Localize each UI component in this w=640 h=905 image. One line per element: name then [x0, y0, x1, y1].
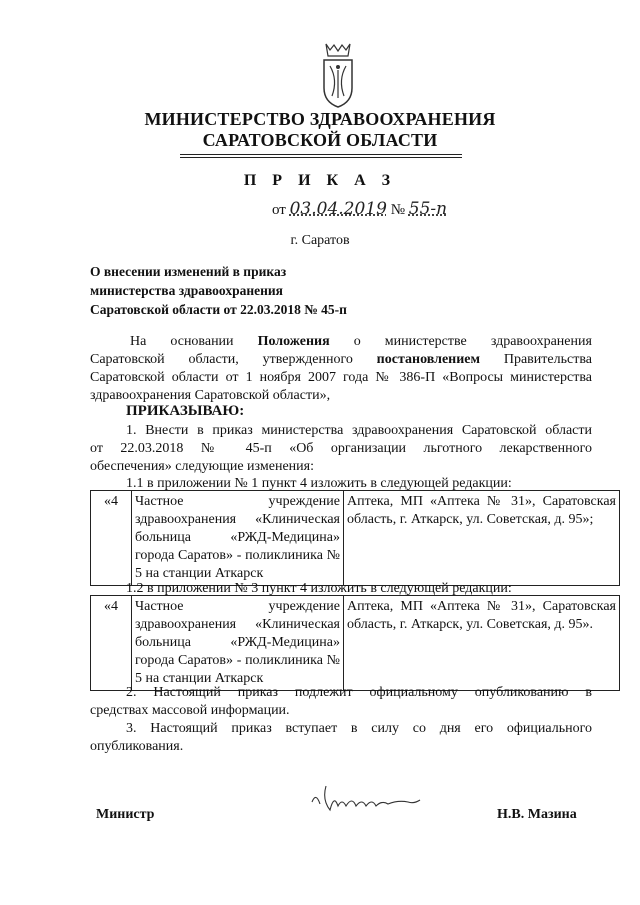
subject-line: О внесении изменений в приказ [90, 264, 287, 279]
item1-line: обеспечения» следующие изменения: [90, 459, 314, 474]
date-number-line [272, 199, 447, 219]
text: о [353, 334, 361, 349]
handwritten-signature [308, 780, 428, 820]
text: здравоохранения [490, 334, 592, 349]
pharmacy-address-cell: Аптека, МП «Аптека № 31», Саратовская область, г. Аткарск, ул. Советская, д. 95». [344, 596, 620, 691]
orders-heading: ПРИКАЗЫВАЮ: [126, 403, 245, 419]
document-type: П Р И К А З [243, 172, 397, 189]
signatory-name: Н.В. Мазина [497, 807, 577, 822]
date-handwritten: 03.04.2019 [289, 199, 387, 219]
table-row [91, 596, 620, 691]
item-number-cell: «4 [91, 491, 132, 586]
pharmacy-address-cell: Аптека, МП «Аптека № 31», Саратовская область, г. Аткарск, ул. Советская, д. 95»; [344, 491, 620, 586]
city: г. Саратов [290, 233, 350, 248]
item3-line: 3. Настоящий приказ вступает в силу со дня его официального [126, 721, 592, 736]
subject-line: министерства здравоохранения [90, 283, 283, 298]
organization-cell: Частное учреждение здравоохранения «Клиническая больница «РЖД-Медицина» города Саратов» - поликлиника № 5 на станции Аткарск [132, 596, 344, 691]
text: основании [170, 334, 234, 349]
amendment-table-1 [90, 490, 620, 586]
preamble-line: здравоохранения Саратовской области», [90, 388, 331, 403]
amendment-table-2 [90, 595, 620, 691]
number-handwritten: 55-п [408, 199, 448, 219]
item-number-cell: «4 [91, 596, 132, 691]
date-prefix: от [272, 202, 286, 218]
text-bold: Положения [257, 334, 330, 349]
coat-of-arms-emblem [318, 40, 358, 110]
item1-line: от 22.03.2018 № 45-п «Об организации льготного лекарственного [90, 441, 592, 456]
preamble-line: Саратовской области от 1 ноября 2007 года № 386-П «Вопросы министерства [90, 370, 592, 385]
organization-cell: Частное учреждение здравоохранения «Клиническая больница «РЖД-Медицина» города Саратов» - поликлиника № 5 на станции Аткарск [132, 491, 344, 586]
ministry-name-line1: МИНИСТЕРСТВО ЗДРАВООХРАНЕНИЯ [144, 109, 496, 129]
item3-line: опубликования. [90, 739, 184, 754]
header-rule [180, 157, 462, 158]
text: министерстве [384, 334, 467, 349]
preamble-line [130, 333, 592, 351]
subitem-1-1: 1.1 в приложении № 1 пункт 4 изложить в следующей редакции: [126, 476, 512, 491]
signatory-position: Министр [96, 807, 155, 822]
subitem-1-2: 1.2 в приложении № 3 пункт 4 изложить в следующей редакции: [126, 581, 512, 596]
number-prefix: № [390, 202, 406, 218]
header-rule [180, 154, 462, 155]
table-row [91, 491, 620, 586]
item2-line: 2. Настоящий приказ подлежит официальному опубликованию в [126, 685, 592, 700]
text-bold: постановлением [376, 352, 481, 367]
text: На [130, 334, 147, 349]
ministry-name-line2: САРАТОВСКОЙ ОБЛАСТИ [202, 130, 438, 150]
subject-line: Саратовской области от 22.03.2018 № 45-п [90, 302, 347, 317]
item1-line: 1. Внести в приказ министерства здравоохранения Саратовской области [126, 423, 592, 438]
preamble-line: Саратовской области, утвержденного постановлением Правительства [90, 352, 592, 367]
item2-line: средствах массовой информации. [90, 703, 290, 718]
document-subject [90, 262, 347, 319]
